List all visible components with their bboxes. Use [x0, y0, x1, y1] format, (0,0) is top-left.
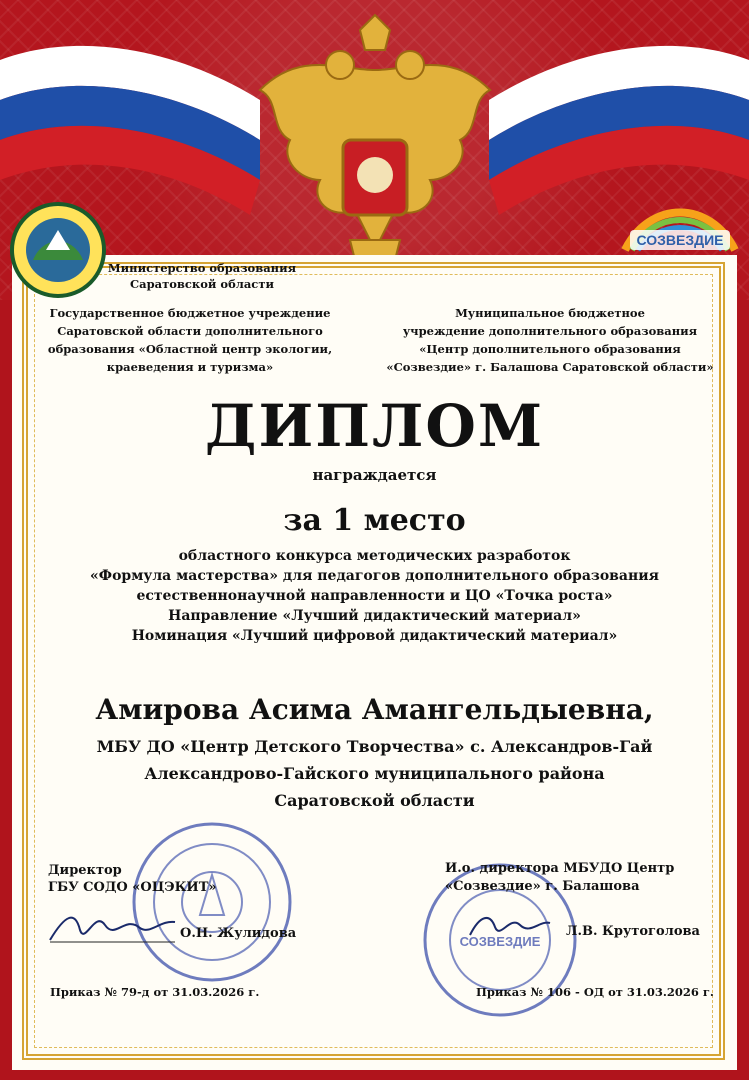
- contest-description: областного конкурса методических разработок «Формула мастерства» для педагогов дополнительного образования естественнонаучной направленности и ЦО «Точка роста» Направление «Лучший дидактический материал» Номинация «Лучший цифровой дидактический материал»: [90, 548, 659, 644]
- recipient-name: Амирова Асима Амангельдыевна,: [95, 693, 654, 726]
- left-signatory-name: О.Н. Жулидова: [180, 926, 297, 941]
- sozvezdie-logo-icon: [620, 195, 740, 270]
- left-order: Приказ № 79-д от 31.03.2026 г.: [50, 985, 260, 999]
- recipient-organization: МБУ ДО «Центр Детского Творчества» с. Александров-Гай Александрово-Гайского муниципального района Саратовской области: [96, 737, 653, 810]
- right-signatory-name: Л.В. Крутоголова: [566, 924, 700, 939]
- right-signatory-title: И.о. директора МБУДО Центр «Созвездие» г. Балашова: [445, 861, 675, 894]
- diploma-title: ДИПЛОМ: [204, 392, 545, 460]
- ecology-center-emblem-icon: [8, 200, 108, 300]
- awarded-label: награждается: [312, 466, 437, 484]
- ministry-name: Министерство образования Саратовской области: [107, 261, 297, 291]
- left-handwritten-signature: [45, 900, 185, 950]
- svg-text:СОЗВЕЗДИЕ: СОЗВЕЗДИЕ: [459, 934, 541, 949]
- right-handwritten-signature: [465, 905, 555, 945]
- sozvezdie-logo-text: СОЗВЕЗДИЕ: [636, 232, 724, 248]
- right-order: Приказ № 106 - ОД от 31.03.2026 г.: [476, 985, 714, 999]
- left-organization: Государственное бюджетное учреждение Саратовской области дополнительного образования «Областной центр экологии, краеведения и туризма»: [47, 306, 333, 374]
- right-organization: Муниципальное бюджетное учреждение дополнительного образования «Центр дополнительного образования «Созвездие» г. Балашова Саратовской области»: [386, 306, 714, 374]
- place-label: за 1 место: [283, 503, 466, 538]
- left-signatory-title: Директор ГБУ СОДО «ОЦЭКИТ»: [48, 863, 217, 895]
